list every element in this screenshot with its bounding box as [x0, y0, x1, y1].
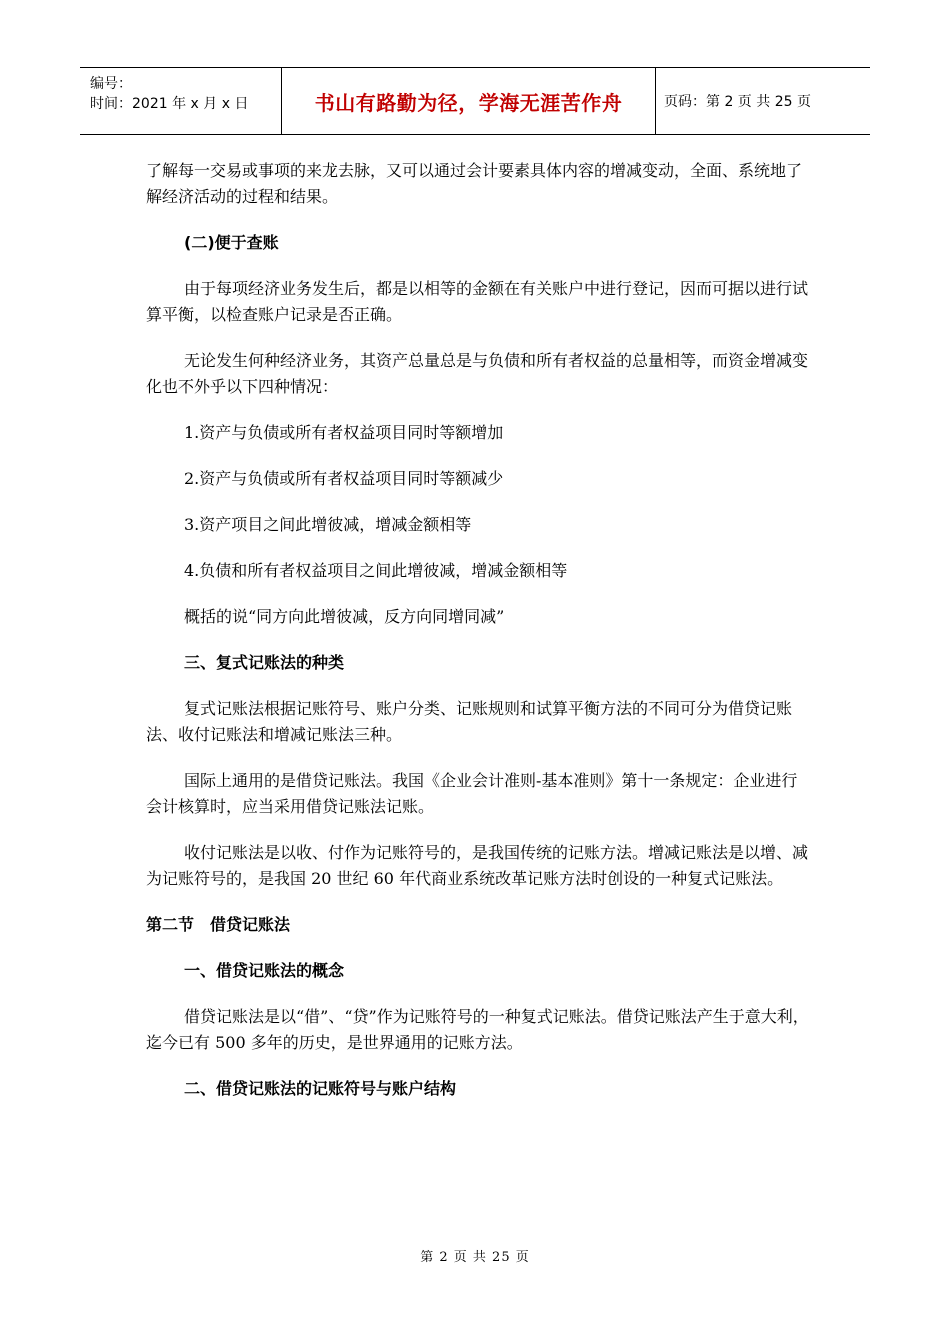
- section-heading: 二、借贷记账法的记账符号与账户结构: [184, 1079, 457, 1098]
- time-label: 时间：2021 年 x 月 x 日: [90, 96, 249, 112]
- paragraph: 复式记账法根据记账符号、账户分类、记账规则和试算平衡方法的不同可分为借贷记账法、收付记账法和增减记账法三种。: [146, 699, 793, 744]
- list-item: 2.资产与负债或所有者权益项目同时等额减少: [184, 469, 504, 488]
- list-item: 1.资产与负债或所有者权益项目同时等额增加: [184, 423, 504, 442]
- header-motto: 书山有路勤为径，学海无涯苦作舟: [282, 68, 656, 134]
- page-footer: 第 2 页 共 25 页: [420, 1250, 530, 1265]
- page-header: [80, 67, 870, 135]
- paragraph: 由于每项经济业务发生后，都是以相等的金额在有关账户中进行登记，因而可据以进行试算平衡，以检查账户记录是否正确。: [146, 279, 809, 324]
- header-page-info: 页码：第 2 页 共 25 页: [664, 94, 811, 110]
- header-meta: [80, 68, 282, 134]
- paragraph: 了解每一交易或事项的来龙去脉，又可以通过会计要素具体内容的增减变动，全面、系统地了解经济活动的过程和结果。: [146, 161, 803, 206]
- paragraph: 概括的说“同方向此增彼减，反方向同增同减”: [184, 607, 505, 626]
- section-heading: (二)便于查账: [184, 233, 279, 252]
- section-heading: 一、借贷记账法的概念: [184, 961, 345, 980]
- paragraph: 无论发生何种经济业务，其资产总量总是与负债和所有者权益的总量相等，而资金增减变化也不外乎以下四种情况：: [146, 351, 809, 396]
- chapter-heading: 第二节 借贷记账法: [146, 915, 291, 934]
- paragraph: 国际上通用的是借贷记账法。我国《企业会计准则-基本准则》第十一条规定：企业进行会计核算时，应当采用借贷记账法记账。: [146, 771, 798, 816]
- section-heading: 三、复式记账法的种类: [184, 653, 345, 672]
- document-body: [146, 158, 810, 1122]
- number-label: 编号：: [90, 76, 132, 92]
- list-item: 4.负债和所有者权益项目之间此增彼减，增减金额相等: [184, 561, 568, 580]
- paragraph: 收付记账法是以收、付作为记账符号的，是我国传统的记账方法。增减记账法是以增、减为记账符号的，是我国 20 世纪 60 年代商业系统改革记账方法时创设的一种复式记账法。: [146, 843, 809, 888]
- list-item: 3.资产项目之间此增彼减，增减金额相等: [184, 515, 472, 534]
- paragraph: 借贷记账法是以“借”、“贷”作为记账符号的一种复式记账法。借贷记账法产生于意大利，迄今已有 500 多年的历史，是世界通用的记账方法。: [146, 1007, 809, 1052]
